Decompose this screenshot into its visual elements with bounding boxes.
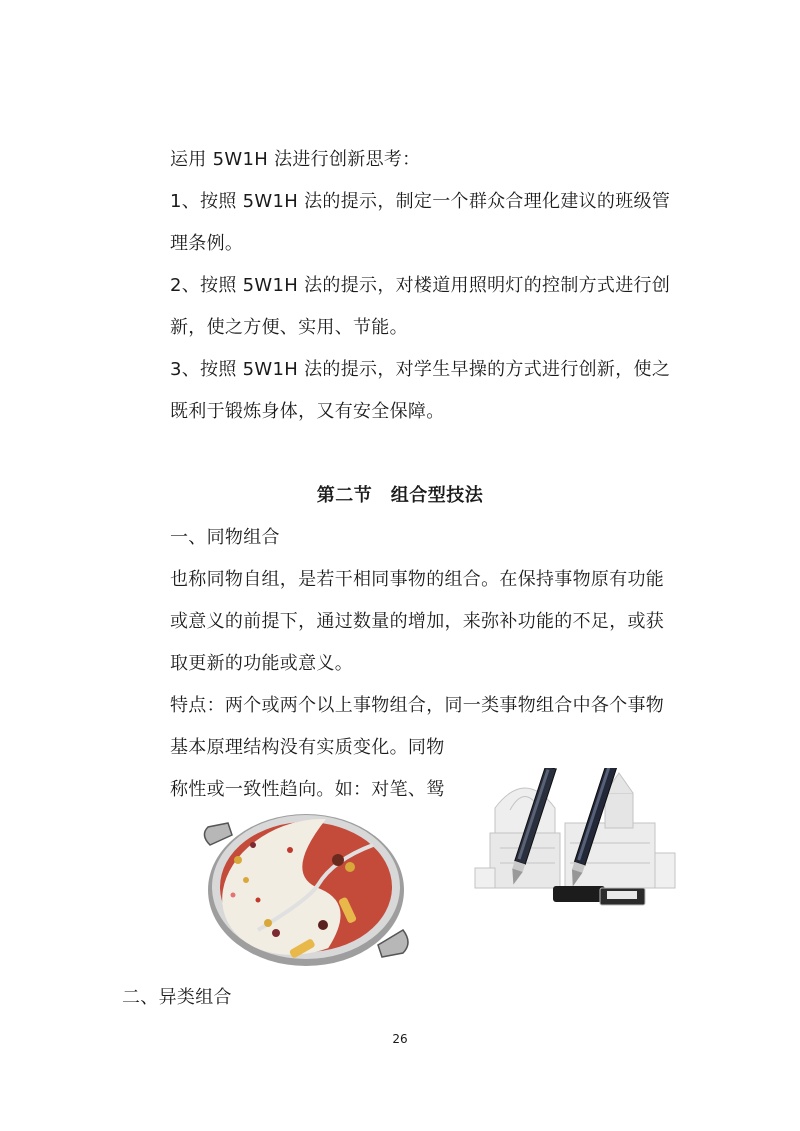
page-number: 26 <box>392 1032 408 1046</box>
line-12: 基本原理结构没有实质变化。同物 <box>170 737 445 758</box>
line-4: 2、按照 5W1H 法的提示，对楼道用照明灯的控制方式进行创 <box>170 275 671 296</box>
line-7: 既利于锻炼身体，又有安全保障。 <box>170 401 445 422</box>
image-edge-mask <box>452 734 682 768</box>
subheading-different-combination: 二、异类组合 <box>122 987 232 1008</box>
line-2: 1、按照 5W1H 法的提示，制定一个群众合理化建议的班级管 <box>170 191 671 212</box>
section-title: 第二节 组合型技法 <box>316 485 484 506</box>
line-8: 也称同物自组，是若干相同事物的组合。在保持事物原有功能 <box>170 569 665 590</box>
line-13: 称性或一致性趋向。如：对笔、鸳 <box>170 779 445 800</box>
yuanyang-hotpot-image <box>198 805 416 975</box>
subheading-same-combination: 一、同物组合 <box>170 527 280 548</box>
line-10: 取更新的功能或意义。 <box>170 653 353 674</box>
line-11: 特点：两个或两个以上事物组合，同一类事物组合中各个事物 <box>170 695 665 716</box>
line-3: 理条例。 <box>170 233 244 254</box>
line-6: 3、按照 5W1H 法的提示，对学生早操的方式进行创新，使之 <box>170 359 671 380</box>
line-9: 或意义的前提下，通过数量的增加，来弥补功能的不足，或获 <box>170 611 665 632</box>
line-1: 运用 5W1H 法进行创新思考： <box>170 149 421 170</box>
line-5: 新，使之方便、实用、节能。 <box>170 317 408 338</box>
